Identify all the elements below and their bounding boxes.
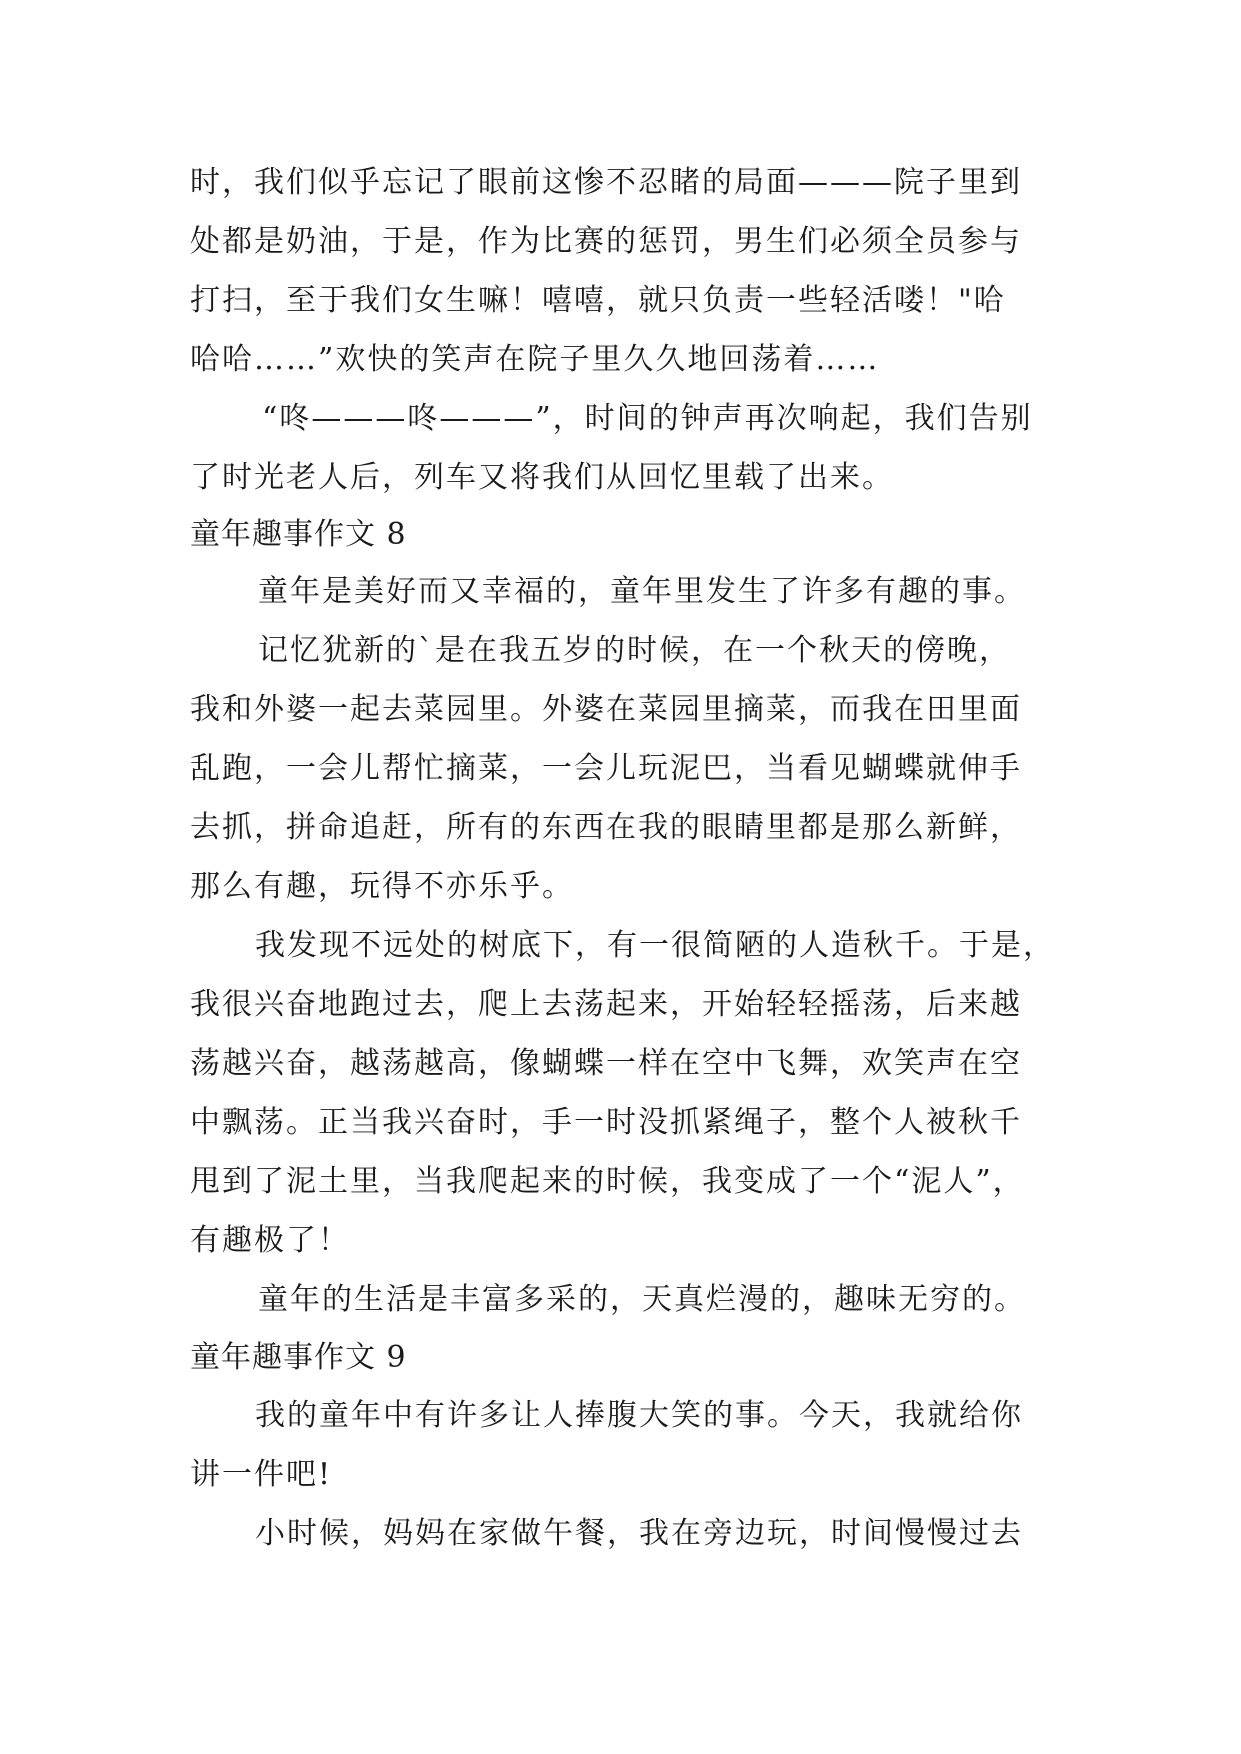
text-line: 小时候，妈妈在家做午餐，我在旁边玩，时间慢慢过去	[255, 1516, 1023, 1551]
text-line: 了时光老人后，列车又将我们从回忆里载了出来。	[190, 460, 894, 495]
text-line: 打扫，至于我们女生嘛！嘻嘻，就只负责一些轻活喽！"哈	[190, 283, 1006, 318]
text-line: 我很兴奋地跑过去，爬上去荡起来，开始轻轻摇荡，后来越	[190, 987, 1022, 1022]
text-line: 我发现不远处的树底下，有一很简陋的人造秋千。于是，	[255, 928, 1055, 963]
section-heading: 童年趣事作文 9	[190, 1340, 407, 1375]
text-line: 童年是美好而又幸福的，童年里发生了许多有趣的事。	[258, 574, 1026, 609]
text-line: 那么有趣，玩得不亦乐乎。	[190, 869, 574, 904]
text-line: 讲一件吧!	[190, 1457, 333, 1492]
text-line: 哈哈……”欢快的笑声在院子里久久地回荡着……	[190, 342, 880, 377]
text-line: 童年的生活是丰富多采的，天真烂漫的，趣味无穷的。	[258, 1282, 1026, 1317]
text-line: 去抓，拼命追赶，所有的东西在我的眼睛里都是那么新鲜，	[190, 810, 1022, 845]
text-line: “咚———咚———”，时间的钟声再次响起，我们告别	[262, 401, 1033, 436]
section-heading: 童年趣事作文 8	[190, 517, 407, 552]
text-line: 时，我们似乎忘记了眼前这惨不忍睹的局面———院子里到	[190, 165, 1022, 200]
text-line: 我的童年中有许多让人捧腹大笑的事。今天，我就给你	[255, 1398, 1023, 1433]
text-line: 中飘荡。正当我兴奋时，手一时没抓紧绳子，整个人被秋千	[190, 1105, 1022, 1140]
text-line: 我和外婆一起去菜园里。外婆在菜园里摘菜，而我在田里面	[190, 692, 1022, 727]
text-line: 荡越兴奋，越荡越高，像蝴蝶一样在空中飞舞，欢笑声在空	[190, 1046, 1022, 1081]
text-line: 甩到了泥土里，当我爬起来的时候，我变成了一个“泥人”，	[190, 1164, 1025, 1199]
text-line: 处都是奶油，于是，作为比赛的惩罚，男生们必须全员参与	[190, 224, 1022, 259]
text-line: 乱跑，一会儿帮忙摘菜，一会儿玩泥巴，当看见蝴蝶就伸手	[190, 751, 1022, 786]
text-line: 记忆犹新的`是在我五岁的时候，在一个秋天的傍晚，	[258, 633, 1011, 668]
text-line: 有趣极了！	[190, 1223, 350, 1258]
